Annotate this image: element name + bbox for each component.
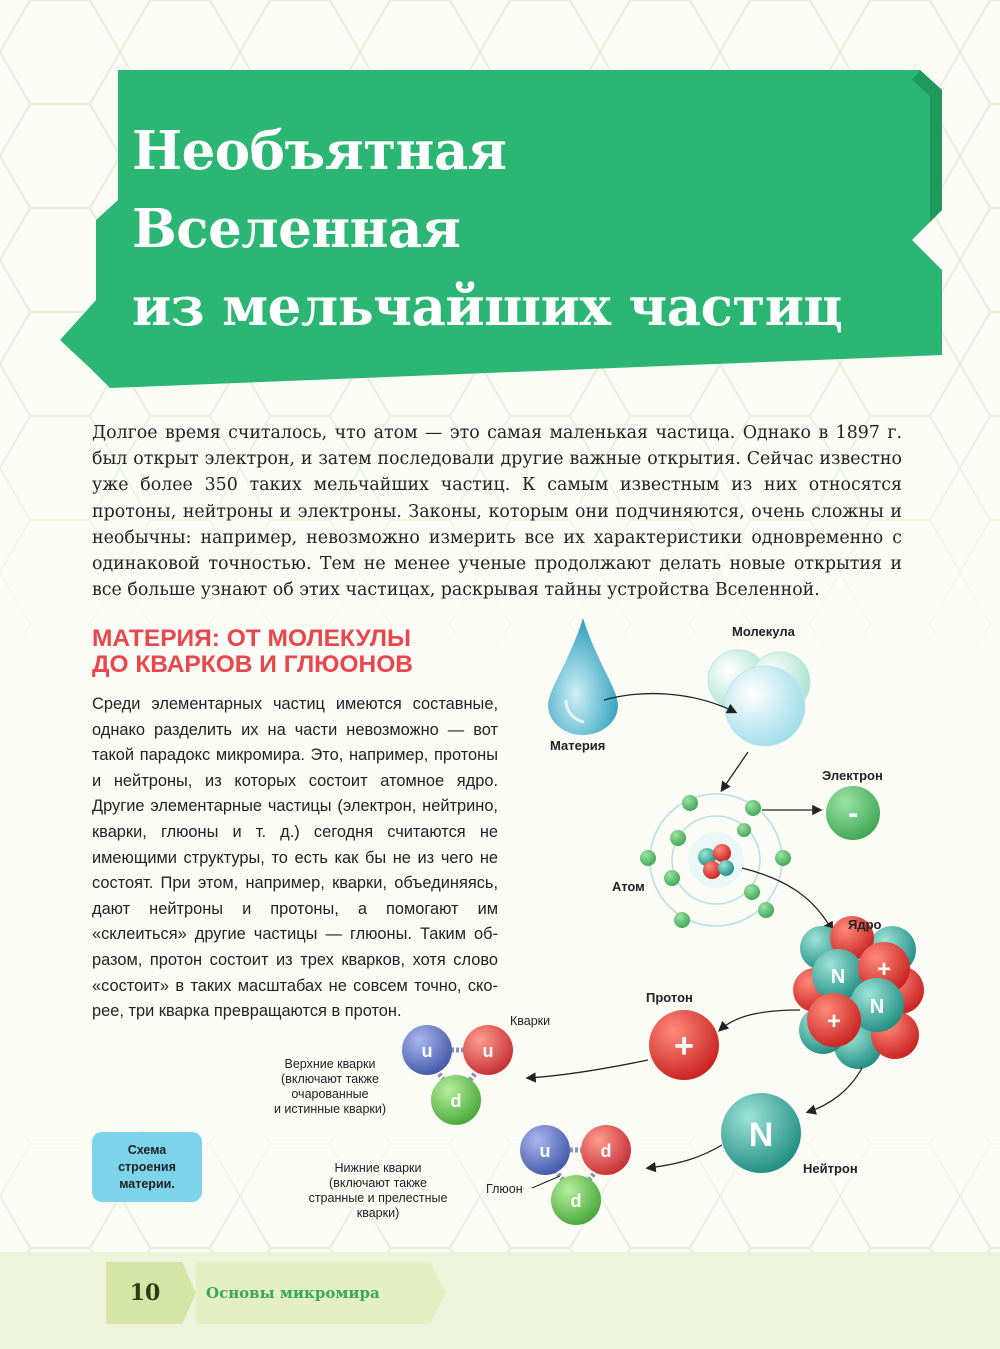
up-quarks-description bbox=[274, 1057, 386, 1116]
label-neutron: Нейтрон bbox=[803, 1161, 858, 1176]
svg-text:странные и прелестные: странные и прелестные bbox=[308, 1191, 448, 1205]
down-quarks-description bbox=[309, 1161, 448, 1220]
title-line-3: из мельчайших частиц bbox=[132, 276, 843, 338]
electron-minus: - bbox=[848, 797, 858, 830]
down-quark-d-1: d bbox=[600, 1141, 612, 1161]
nucleus-plus-1: + bbox=[876, 956, 892, 983]
label-gluon: Глюон bbox=[486, 1182, 523, 1196]
caption-box bbox=[92, 1132, 202, 1202]
label-atom: Атом bbox=[612, 879, 645, 894]
title-line-2: Вселенная bbox=[132, 198, 461, 260]
nucleus-n-1: N bbox=[830, 966, 846, 988]
section-body: Среди элементарных частиц имеются составные, однако разделить их на части невозможно — вот такой парадокс микромира. Это, например, протоны и нейтроны, из которых состоит атомное ядро. Другие элементарные частицы (электрон, нейтрино, кварки, глюоны и т. д.) сегодня считаются не имеющими структуры, то есть как бы не из чего не состоят. При этом, например, кварки, объединяясь, дают нейтроны и протоны, а помогают им «склеиться» другие частицы — глюоны. Таким образом, протон состоит из трех кварков, хотя слово «состоит» в таких масштабах не совсем точно, скорее, три кварка превращаются в протон. bbox=[92, 695, 498, 1021]
page-number: 10 bbox=[129, 1280, 161, 1306]
svg-text:и истинные кварки): и истинные кварки) bbox=[273, 1102, 387, 1116]
title-line-1: Необъятная bbox=[132, 120, 507, 182]
nucleus bbox=[793, 916, 924, 1069]
label-molecule: Молекула bbox=[732, 624, 795, 639]
intro-paragraph: Долгое время считалось, что атом — это самая маленькая частица. Однако в 1897 г. был открыт электрон, и затем последовали другие важные открытия. Сейчас известно уже более 350 таких мельчайших частиц. К самым известным из них относятся протоны, нейтроны и электроны. Законы, которым они подчиняются, очень сложны и необычны: например, невозможно измерить все их характеристики одновременно с одинаковой точностью. Тем не менее ученые продолжают делать новые открытия и все больше узнают об этих частицах, раскрывая тайны устройства Вселенной. bbox=[92, 423, 902, 601]
section-heading-line-2: ДО КВАРКОВ И ГЛЮОНОВ bbox=[92, 651, 413, 678]
footer-section-title: Основы микромира bbox=[206, 1284, 380, 1302]
up-quark-d: d bbox=[450, 1091, 462, 1111]
caption-line-2: строения bbox=[118, 1159, 176, 1174]
neutron-n: N bbox=[748, 1116, 774, 1154]
up-quark-u-1: u bbox=[421, 1041, 433, 1061]
down-quark-d-2: d bbox=[570, 1191, 582, 1211]
nucleus-plus-2: + bbox=[826, 1008, 842, 1035]
proton-plus: + bbox=[674, 1027, 694, 1065]
label-quarks: Кварки bbox=[510, 1014, 551, 1028]
molecule bbox=[708, 650, 810, 746]
atom bbox=[640, 794, 791, 928]
label-matter: Материя bbox=[550, 738, 606, 753]
svg-text:очарованные: очарованные bbox=[291, 1087, 369, 1101]
nucleus-n-2: N bbox=[869, 996, 885, 1018]
section-heading-line-1: МАТЕРИЯ: ОТ МОЛЕКУЛЫ bbox=[92, 625, 411, 652]
svg-text:Верхние кварки: Верхние кварки bbox=[284, 1057, 376, 1071]
label-nucleus: Ядро bbox=[848, 917, 882, 932]
down-quark-u: u bbox=[539, 1141, 551, 1161]
up-quark-u-2: u bbox=[482, 1041, 494, 1061]
label-proton: Протон bbox=[646, 990, 693, 1005]
svg-text:(включают также: (включают также bbox=[329, 1176, 427, 1190]
label-electron: Электрон bbox=[822, 768, 883, 783]
matter-droplet bbox=[548, 618, 618, 735]
caption-line-1: Схема bbox=[127, 1142, 167, 1157]
svg-text:(включают также: (включают также bbox=[281, 1072, 379, 1086]
svg-text:Нижние кварки: Нижние кварки bbox=[334, 1161, 422, 1175]
caption-line-3: материи. bbox=[119, 1176, 175, 1191]
svg-text:кварки): кварки) bbox=[356, 1206, 400, 1220]
